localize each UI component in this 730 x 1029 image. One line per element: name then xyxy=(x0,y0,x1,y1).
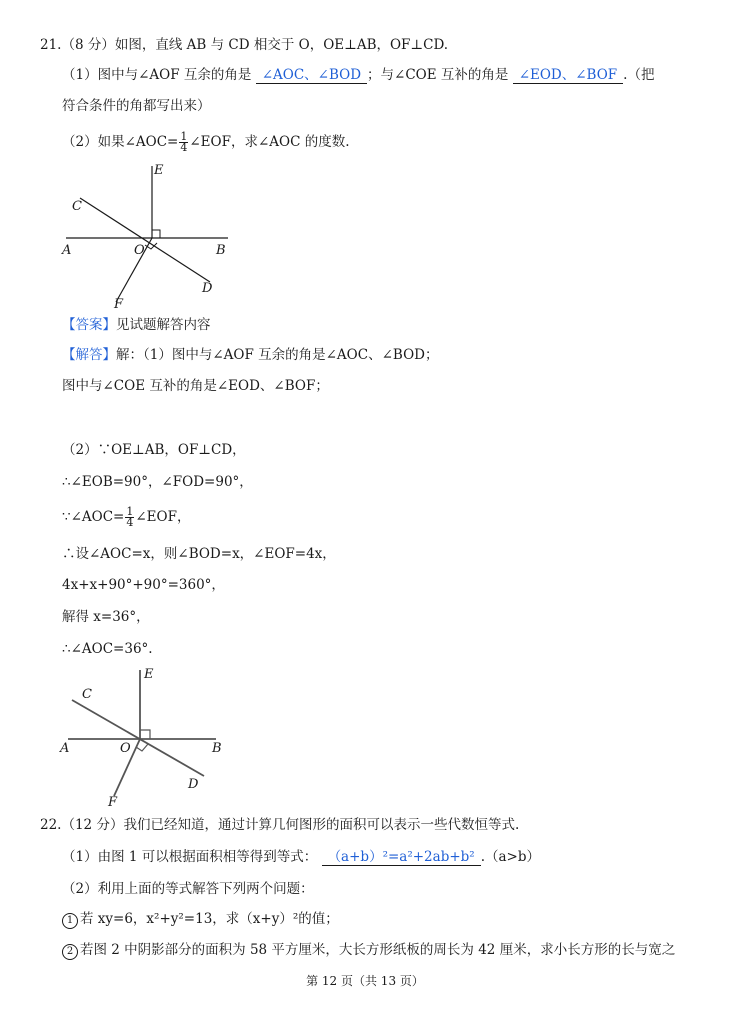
fraction-numerator: 1 xyxy=(180,130,188,143)
q21-solution-line-5 xyxy=(62,507,190,528)
q21-solution-line-4: ∴∠EOB=90°，∠FOD=90°， xyxy=(62,474,253,490)
solution-5-suffix: ∠EOF， xyxy=(135,509,191,525)
q21-blank1: ∠AOC、∠BOD xyxy=(256,67,367,84)
label-E: E xyxy=(144,667,154,682)
q21-solution-line-2: 图中与∠COE 互补的角是∠EOD、∠BOF； xyxy=(62,378,329,394)
q21-blank2: ∠EOD、∠BOF xyxy=(513,67,623,84)
q21-solution-line-6: ∴设∠AOC=x，则∠BOD=x，∠EOF=4x， xyxy=(62,546,336,562)
q21-answer xyxy=(62,316,211,334)
q22-item-1-text: 若 xy=6，x²+y²=13，求（x+y）²的值； xyxy=(80,911,339,927)
q22-item-2 xyxy=(62,941,675,960)
circled-number-2: 2 xyxy=(62,944,78,960)
label-F: F xyxy=(108,795,118,810)
q21-part1-mid: ；与∠COE 互补的角是 xyxy=(367,67,509,83)
fraction-denominator: 4 xyxy=(126,516,134,529)
label-C: C xyxy=(82,687,92,702)
q21-figure-1 xyxy=(56,158,236,310)
q21-part1-continued: 符合条件的角都写出来） xyxy=(62,98,211,114)
q21-solution-line-7: 4x+x+90°+90°=360°， xyxy=(62,577,225,593)
label-A: A xyxy=(60,741,70,756)
label-O: O xyxy=(134,243,145,258)
q22-item-1 xyxy=(62,910,339,929)
q21-part1-suffix: .（把 xyxy=(623,67,655,83)
circled-number-1: 1 xyxy=(62,913,78,929)
page-footer: 第 12 页（共 13 页） xyxy=(306,974,424,988)
answer-text: 见试题解答内容 xyxy=(116,317,211,333)
q21-part2-prefix: （2）如果∠AOC= xyxy=(62,134,179,150)
q21-solution-line-8: 解得 x=36°， xyxy=(62,609,150,625)
label-F: F xyxy=(114,297,124,310)
q21-part1 xyxy=(62,66,654,84)
q22-item-2-text: 若图 2 中阴影部分的面积为 58 平方厘米，大长方形纸板的周长为 42 厘米，求小长方形的长与宽之 xyxy=(80,942,676,958)
q21-part1-prefix: （1）图中与∠AOF 互余的角是 xyxy=(62,67,252,83)
q21-solution-line-3: （2）∵OE⊥AB，OF⊥CD， xyxy=(62,442,246,458)
q21-solution-line-1 xyxy=(62,346,438,364)
q21-figure-2 xyxy=(56,662,226,810)
label-A: A xyxy=(62,243,72,258)
label-D: D xyxy=(202,281,213,296)
fraction-quarter-2 xyxy=(125,507,134,528)
label-O: O xyxy=(120,741,131,756)
label-E: E xyxy=(154,163,164,178)
solution-text-1: 解：（1）图中与∠AOF 互余的角是∠AOC、∠BOD； xyxy=(116,347,439,363)
fraction-denominator: 4 xyxy=(180,141,188,154)
fraction-quarter xyxy=(179,132,188,153)
q22-header: 22.（12 分）我们已经知道，通过计算几何图形的面积可以表示一些代数恒等式. xyxy=(40,817,520,833)
solution-5-prefix: ∵∠AOC= xyxy=(62,509,125,525)
q22-blank: （a+b）²=a²+2ab+b² xyxy=(322,849,481,866)
q21-part2 xyxy=(62,132,350,153)
label-B: B xyxy=(212,741,222,756)
label-C: C xyxy=(72,199,82,214)
fraction-numerator: 1 xyxy=(126,505,134,518)
q22-part1-prefix: （1）由图 1 可以根据面积相等得到等式： xyxy=(62,849,318,865)
q21-header: 21.（8 分）如图，直线 AB 与 CD 相交于 O，OE⊥AB，OF⊥CD. xyxy=(40,37,449,53)
label-D: D xyxy=(188,777,199,792)
q22-part2: （2）利用上面的等式解答下列两个问题： xyxy=(62,881,314,897)
q22-part1-suffix: .（a>b） xyxy=(480,849,541,865)
q21-solution-line-9: ∴∠AOC=36°. xyxy=(62,641,153,657)
solution-tag: 【解答】 xyxy=(62,347,116,363)
label-B: B xyxy=(216,243,226,258)
q21-part2-suffix: ∠EOF，求∠AOC 的度数. xyxy=(189,134,350,150)
answer-tag: 【答案】 xyxy=(62,317,116,333)
q22-part1 xyxy=(62,848,540,866)
